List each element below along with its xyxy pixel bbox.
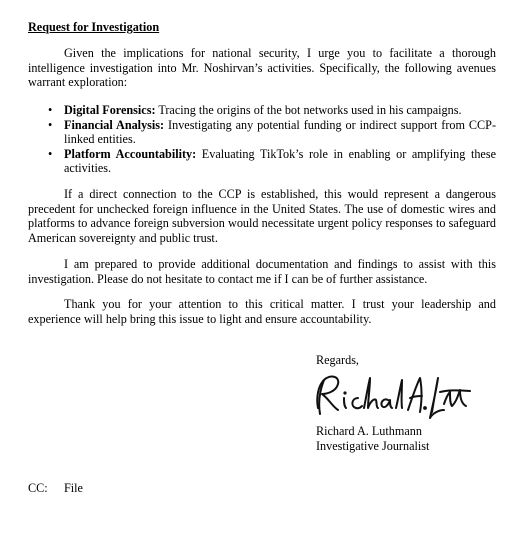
- paragraph-text: If a direct connection to the CCP is established, this would represent a dangerous precedent for unchecked foreign influence in the United States. The use of domestic wires and platforms to advance foreign subversion would necessitate urgent policy responses to safeguard American sovereignty and public trust.: [28, 187, 496, 245]
- bullet-marker: •: [48, 117, 53, 132]
- paragraph-investigation-request: [28, 46, 496, 90]
- bullet-text: Investigating any potential funding or indirect support from CCP-linked entities.: [64, 117, 497, 147]
- bullet-text: Tracing the origins of the bot networks used in his campaigns.: [155, 103, 462, 117]
- list-item: [28, 147, 496, 176]
- section-heading: Request for Investigation: [28, 20, 160, 34]
- cc-value: File: [64, 481, 83, 495]
- paragraph-text: Thank you for your attention to this critical matter. I trust your leadership and experience will help bring this issue to light and ensure accountability.: [28, 297, 496, 326]
- list-item: [28, 103, 496, 118]
- cc-label: CC:: [28, 481, 48, 495]
- closing-salutation: Regards,: [316, 353, 359, 367]
- bullet-text: Evaluating TikTok’s role in enabling or amplifying these activities.: [64, 146, 496, 176]
- signer-title: Investigative Journalist: [316, 439, 430, 453]
- list-item: [28, 118, 496, 147]
- paragraph-text: I am prepared to provide additional documentation and findings to assist with this investigation. Please do not hesitate to contact me if I can be of further assistance.: [28, 257, 496, 286]
- investigation-avenues-list: [28, 103, 496, 176]
- paragraph-ccp-connection: [28, 187, 496, 245]
- bullet-term: Digital Forensics:: [64, 103, 156, 117]
- paragraph-thanks: [28, 297, 496, 326]
- handwritten-signature: [304, 368, 474, 422]
- bullet-term: Platform Accountability:: [64, 146, 197, 161]
- bullet-term: Financial Analysis:: [64, 117, 165, 132]
- paragraph-text: Given the implications for national security, I urge you to facilitate a thorough intelligence investigation into Mr. Noshirvan’s activities. Specifically, the following avenues warrant exploration:: [28, 46, 496, 90]
- signer-name: Richard A. Luthmann: [316, 424, 422, 438]
- paragraph-documentation-offer: [28, 257, 496, 286]
- bullet-marker: •: [48, 146, 53, 161]
- bullet-marker: •: [48, 103, 53, 117]
